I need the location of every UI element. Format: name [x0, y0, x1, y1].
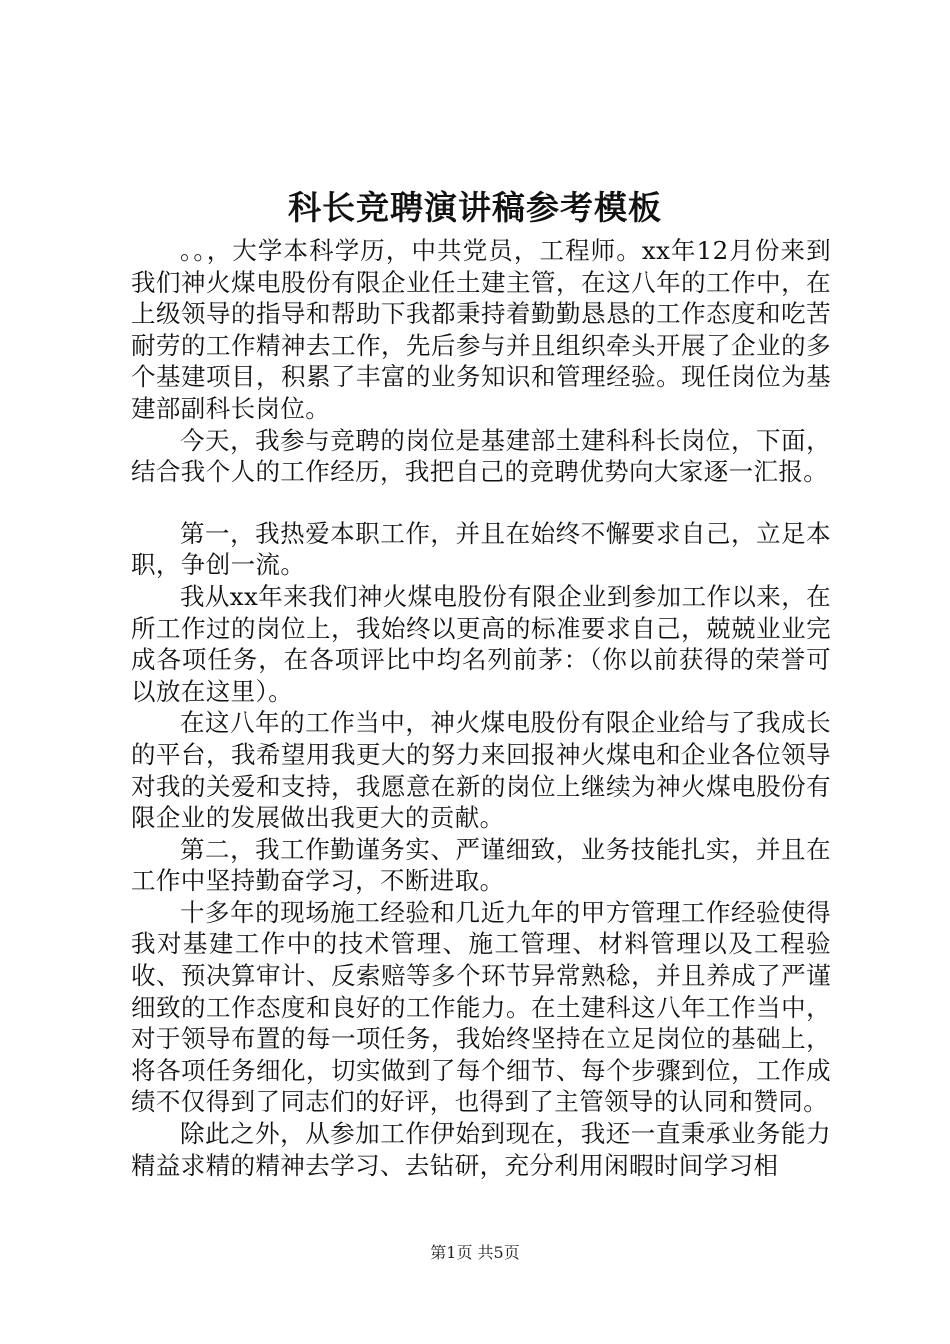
- paragraph-intro: 。。，大学本科学历，中共党员，工程师。xx年12月份来到我们神火煤电股份有限企业任土建主管，在这八年的工作中，在上级领导的指导和帮助下我都秉持着勤勤恳恳的工作态度和吃苦耐劳的工作精神去工作，先后参与并且组织牵头开展了企业的多个基建项目，积累了丰富的业务知识和管理经验。现任岗位为基建部副科长岗位。: [131, 236, 831, 423]
- document-title: 科长竞聘演讲稿参考模板: [288, 188, 662, 227]
- paragraph-first-point: 第一，我热爱本职工作，并且在始终不懈要求自己，立足本职，争创一流。: [131, 518, 831, 580]
- paragraph-today: 今天，我参与竞聘的岗位是基建部土建科科长岗位，下面，结合我个人的工作经历，我把自己的竞聘优势向大家逐一汇报。: [131, 425, 831, 487]
- document-body: [131, 235, 831, 1181]
- paragraph-career: 我从xx年来我们神火煤电股份有限企业到参加工作以来，在所工作过的岗位上，我始终以更高的标准要求自己，兢兢业业完成各项任务，在各项评比中均名列前茅：（你以前获得的荣誉可以放在这里）。: [131, 581, 831, 706]
- paragraph-experience: 十多年的现场施工经验和几近九年的甲方管理工作经验使得我对基建工作中的技术管理、施工管理、材料管理以及工程验收、预决算审计、反索赔等多个环节异常熟稔，并且养成了严谨细致的工作态度和良好的工作能力。在土建科这八年工作当中，对于领导布置的每一项任务，我始终坚持在立足岗位的基础上，将各项任务细化，切实做到了每个细节、每个步骤到位，工作成绩不仅得到了同志们的好评，也得到了主管领导的认同和赞同。: [131, 897, 831, 1117]
- page-number: 第1页 共5页: [430, 1243, 520, 1262]
- paragraph-gratitude: 在这八年的工作当中，神火煤电股份有限企业给与了我成长的平台，我希望用我更大的努力来回报神火煤电和企业各位领导对我的关爱和支持，我愿意在新的岗位上继续为神火煤电股份有限企业的发展做出我更大的贡献。: [131, 708, 831, 833]
- paragraph-second-point: 第二，我工作勤谨务实、严谨细致，业务技能扎实，并且在工作中坚持勤奋学习，不断进取。: [131, 834, 831, 896]
- paragraph-learning: 除此之外，从参加工作伊始到现在，我还一直秉承业务能力精益求精的精神去学习、去钻研，充分利用闲暇时间学习相: [131, 1119, 831, 1180]
